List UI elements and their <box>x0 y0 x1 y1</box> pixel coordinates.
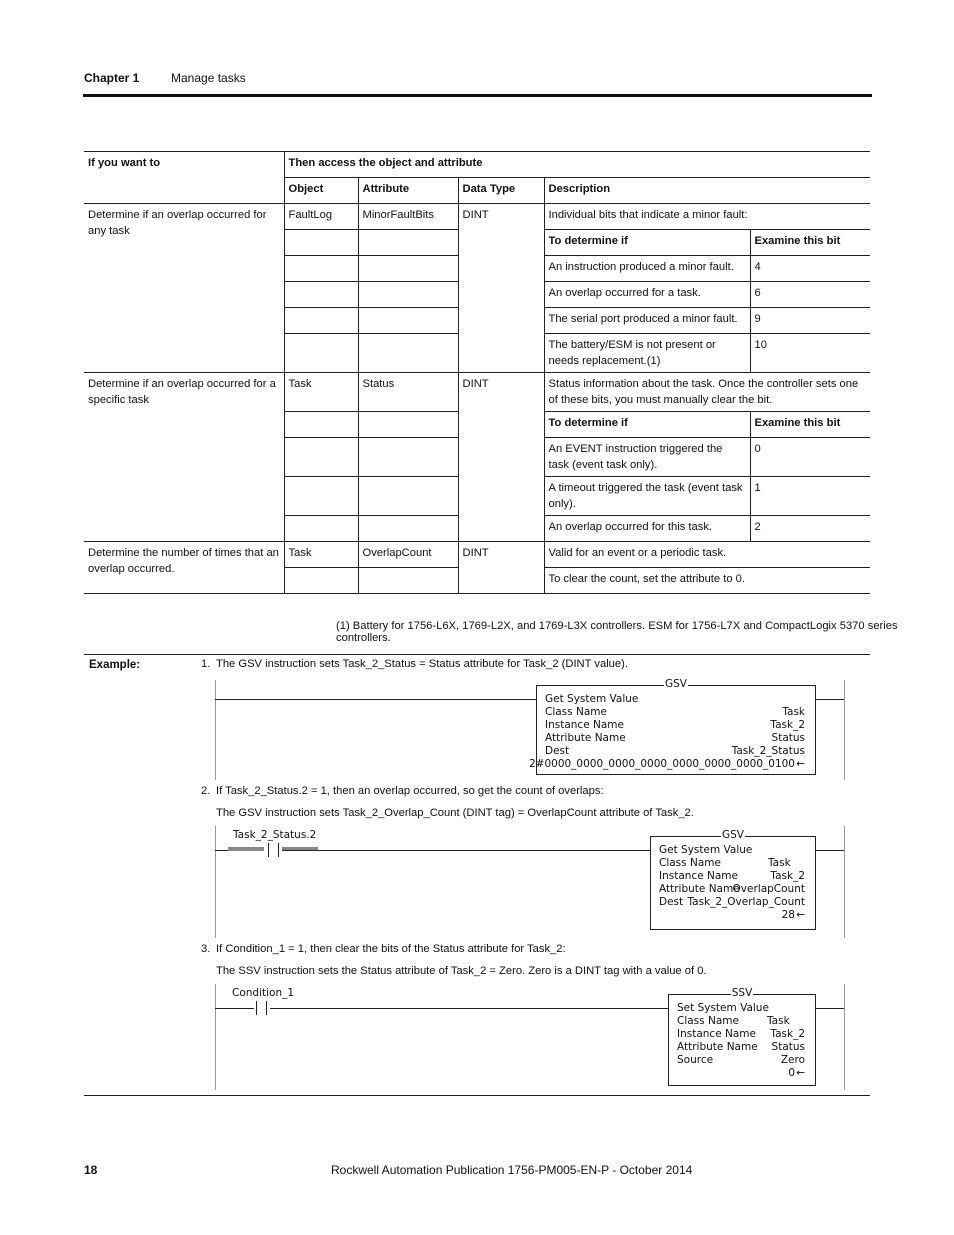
gsv2-dest-value: 28 <box>781 909 795 921</box>
g2-datatype: DINT <box>458 373 544 542</box>
ssv-key: Instance Name <box>677 1028 756 1040</box>
rung2-wire-b <box>282 850 650 851</box>
col-header-description: Description <box>544 178 870 204</box>
g1-desc: Individual bits that indicate a minor fault: <box>544 204 870 230</box>
ssv-val: Task <box>767 1015 790 1027</box>
rung3-wire-a <box>215 1008 254 1009</box>
g1-bit-0: 4 <box>750 256 870 282</box>
step3-text: If Condition_1 = 1, then clear the bits of the Status attribute for Task_2: <box>216 943 566 955</box>
chapter-title: Manage tasks <box>171 71 246 85</box>
footnote: (1) Battery for 1756-L6X, 1769-L2X, and 1769-L3X controllers. ESM for 1756-L7X and CompactLogix 5370 series controllers. <box>336 620 898 644</box>
g3-desc1: Valid for an event or a periodic task. <box>544 542 870 568</box>
ssv-key: Source <box>677 1054 714 1066</box>
example-rule-top <box>84 654 870 655</box>
gsv2-block <box>650 829 816 930</box>
gsv1-key: Attribute Name <box>545 732 626 744</box>
g2-desc: Status information about the task. Once the controller sets one of these bits, you must manually clear the bit. <box>544 373 870 412</box>
example-label: Example: <box>89 659 141 671</box>
contact2-highlight-left <box>228 847 264 851</box>
gsv1-key: Instance Name <box>545 719 624 731</box>
g3-object: Task <box>284 542 358 568</box>
gsv2-val: Task_2_Overlap_Count <box>687 896 805 908</box>
g3-want: Determine the number of times that an overlap occurred. <box>84 542 284 594</box>
g1-cond-2: The serial port produced a minor fault. <box>544 308 750 334</box>
gsv2-key: Attribute Name <box>659 883 740 895</box>
step3-text2: The SSV instruction sets the Status attribute of Task_2 = Zero. Zero is a DINT tag with a value of 0. <box>216 965 707 977</box>
ssv-title: SSV <box>731 987 753 999</box>
g1-sub-determine: To determine if <box>544 230 750 256</box>
rung1-left-rail <box>215 680 216 780</box>
step1-number: 1. <box>201 658 211 670</box>
rung1-wire-out <box>815 699 844 700</box>
g2-bit-0: 0 <box>750 438 870 477</box>
g1-cond-0: An instruction produced a minor fault. <box>544 256 750 282</box>
gsv2-key: Class Name <box>659 857 721 869</box>
g2-cond-2: An overlap occurred for this task. <box>544 516 750 542</box>
g3-attribute: OverlapCount <box>358 542 458 568</box>
arrow-left-icon: ← <box>796 909 805 921</box>
ssv-block <box>668 987 816 1086</box>
gsv2-val: Task <box>768 857 791 869</box>
g1-bit-1: 6 <box>750 282 870 308</box>
step2-text2: The GSV instruction sets Task_2_Overlap_Count (DINT tag) = OverlapCount attribute of Task_2. <box>216 807 694 819</box>
contact2-tag: Task_2_Status.2 <box>233 829 317 841</box>
contact2-left-bar <box>265 843 269 857</box>
g2-cond-0: An EVENT instruction triggered the task (event task only). <box>544 438 750 477</box>
gsv2-val: OverlapCount <box>732 883 805 895</box>
gsv1-title: GSV <box>665 678 687 690</box>
g2-object: Task <box>284 373 358 412</box>
header-rule <box>83 94 872 97</box>
g2-sub-examine: Examine this bit <box>750 412 870 438</box>
ssv-key: Class Name <box>677 1015 739 1027</box>
step1-text: The GSV instruction sets Task_2_Status = Status attribute for Task_2 (DINT value). <box>216 658 628 670</box>
g2-bit-2: 2 <box>750 516 870 542</box>
step2-number: 2. <box>201 785 211 797</box>
col-header-want: If you want to <box>84 152 284 204</box>
chapter-label: Chapter 1 <box>84 71 140 85</box>
col-header-datatype: Data Type <box>458 178 544 204</box>
ssv-key: Attribute Name <box>677 1041 758 1053</box>
g2-cond-1: A timeout triggered the task (event task only). <box>544 477 750 516</box>
ssv-name: Set System Value <box>677 1002 769 1014</box>
col-header-attribute: Attribute <box>358 178 458 204</box>
g3-datatype: DINT <box>458 542 544 594</box>
g1-want: Determine if an overlap occurred for any task <box>84 204 284 373</box>
contact3-left-bar <box>253 1001 257 1015</box>
gsv1-name: Get System Value <box>545 693 639 705</box>
rung1-right-rail <box>844 680 845 780</box>
g2-attribute: Status <box>358 373 458 412</box>
gsv2-key: Instance Name <box>659 870 738 882</box>
g1-sub-examine: Examine this bit <box>750 230 870 256</box>
arrow-left-icon: ← <box>796 758 805 770</box>
contact3-tag: Condition_1 <box>232 987 295 999</box>
gsv1-key: Dest <box>545 745 570 757</box>
rung3-right-rail <box>844 984 845 1090</box>
gsv1-dest-value: 2#0000_0000_0000_0000_0000_0000_0000_0100 <box>528 758 795 770</box>
g2-bit-1: 1 <box>750 477 870 516</box>
rung2-wire-out <box>815 850 844 851</box>
g1-bit-2: 9 <box>750 308 870 334</box>
publication-info: Rockwell Automation Publication 1756-PM005-EN-P - October 2014 <box>331 1163 693 1177</box>
ssv-source-value: 0 <box>788 1067 795 1079</box>
gsv2-title: GSV <box>722 829 744 841</box>
rung2-left-rail <box>215 826 216 938</box>
gsv1-key: Class Name <box>545 706 607 718</box>
g2-sub-determine: To determine if <box>544 412 750 438</box>
example-rule-bottom <box>84 1095 870 1096</box>
arrow-left-icon: ← <box>796 1067 805 1079</box>
rung3-left-rail <box>215 984 216 1090</box>
gsv1-val: Status <box>771 732 805 744</box>
gsv1-val: Task <box>782 706 805 718</box>
rung2-right-rail <box>844 826 845 938</box>
g1-bit-3: 10 <box>750 334 870 373</box>
g2-want: Determine if an overlap occurred for a specific task <box>84 373 284 542</box>
ssv-val: Status <box>771 1041 805 1053</box>
rung3-wire-b <box>270 1008 668 1009</box>
g3-desc2: To clear the count, set the attribute to 0. <box>544 568 870 594</box>
task-attribute-table <box>84 151 870 594</box>
step2-text: If Task_2_Status.2 = 1, then an overlap occurred, so get the count of overlaps: <box>216 785 604 797</box>
g1-object: FaultLog <box>284 204 358 230</box>
gsv2-name: Get System Value <box>659 844 753 856</box>
gsv2-key: Dest <box>659 896 684 908</box>
rung1-wire <box>215 699 536 700</box>
gsv1-block <box>528 678 816 775</box>
g1-attribute: MinorFaultBits <box>358 204 458 230</box>
col-header-access: Then access the object and attribute <box>284 152 870 178</box>
ssv-val: Task_2 <box>770 1028 805 1040</box>
g1-cond-1: An overlap occurred for a task. <box>544 282 750 308</box>
ssv-val: Zero <box>780 1054 805 1066</box>
step3-number: 3. <box>201 943 211 955</box>
col-header-object: Object <box>284 178 358 204</box>
page-number: 18 <box>84 1163 98 1177</box>
gsv2-val: Task_2 <box>770 870 805 882</box>
gsv1-val: Task_2 <box>770 719 805 731</box>
gsv1-val: Task_2_Status <box>731 745 805 757</box>
g1-cond-3: The battery/ESM is not present or needs replacement.(1) <box>544 334 750 373</box>
g1-datatype: DINT <box>458 204 544 373</box>
rung3-wire-out <box>815 1008 844 1009</box>
